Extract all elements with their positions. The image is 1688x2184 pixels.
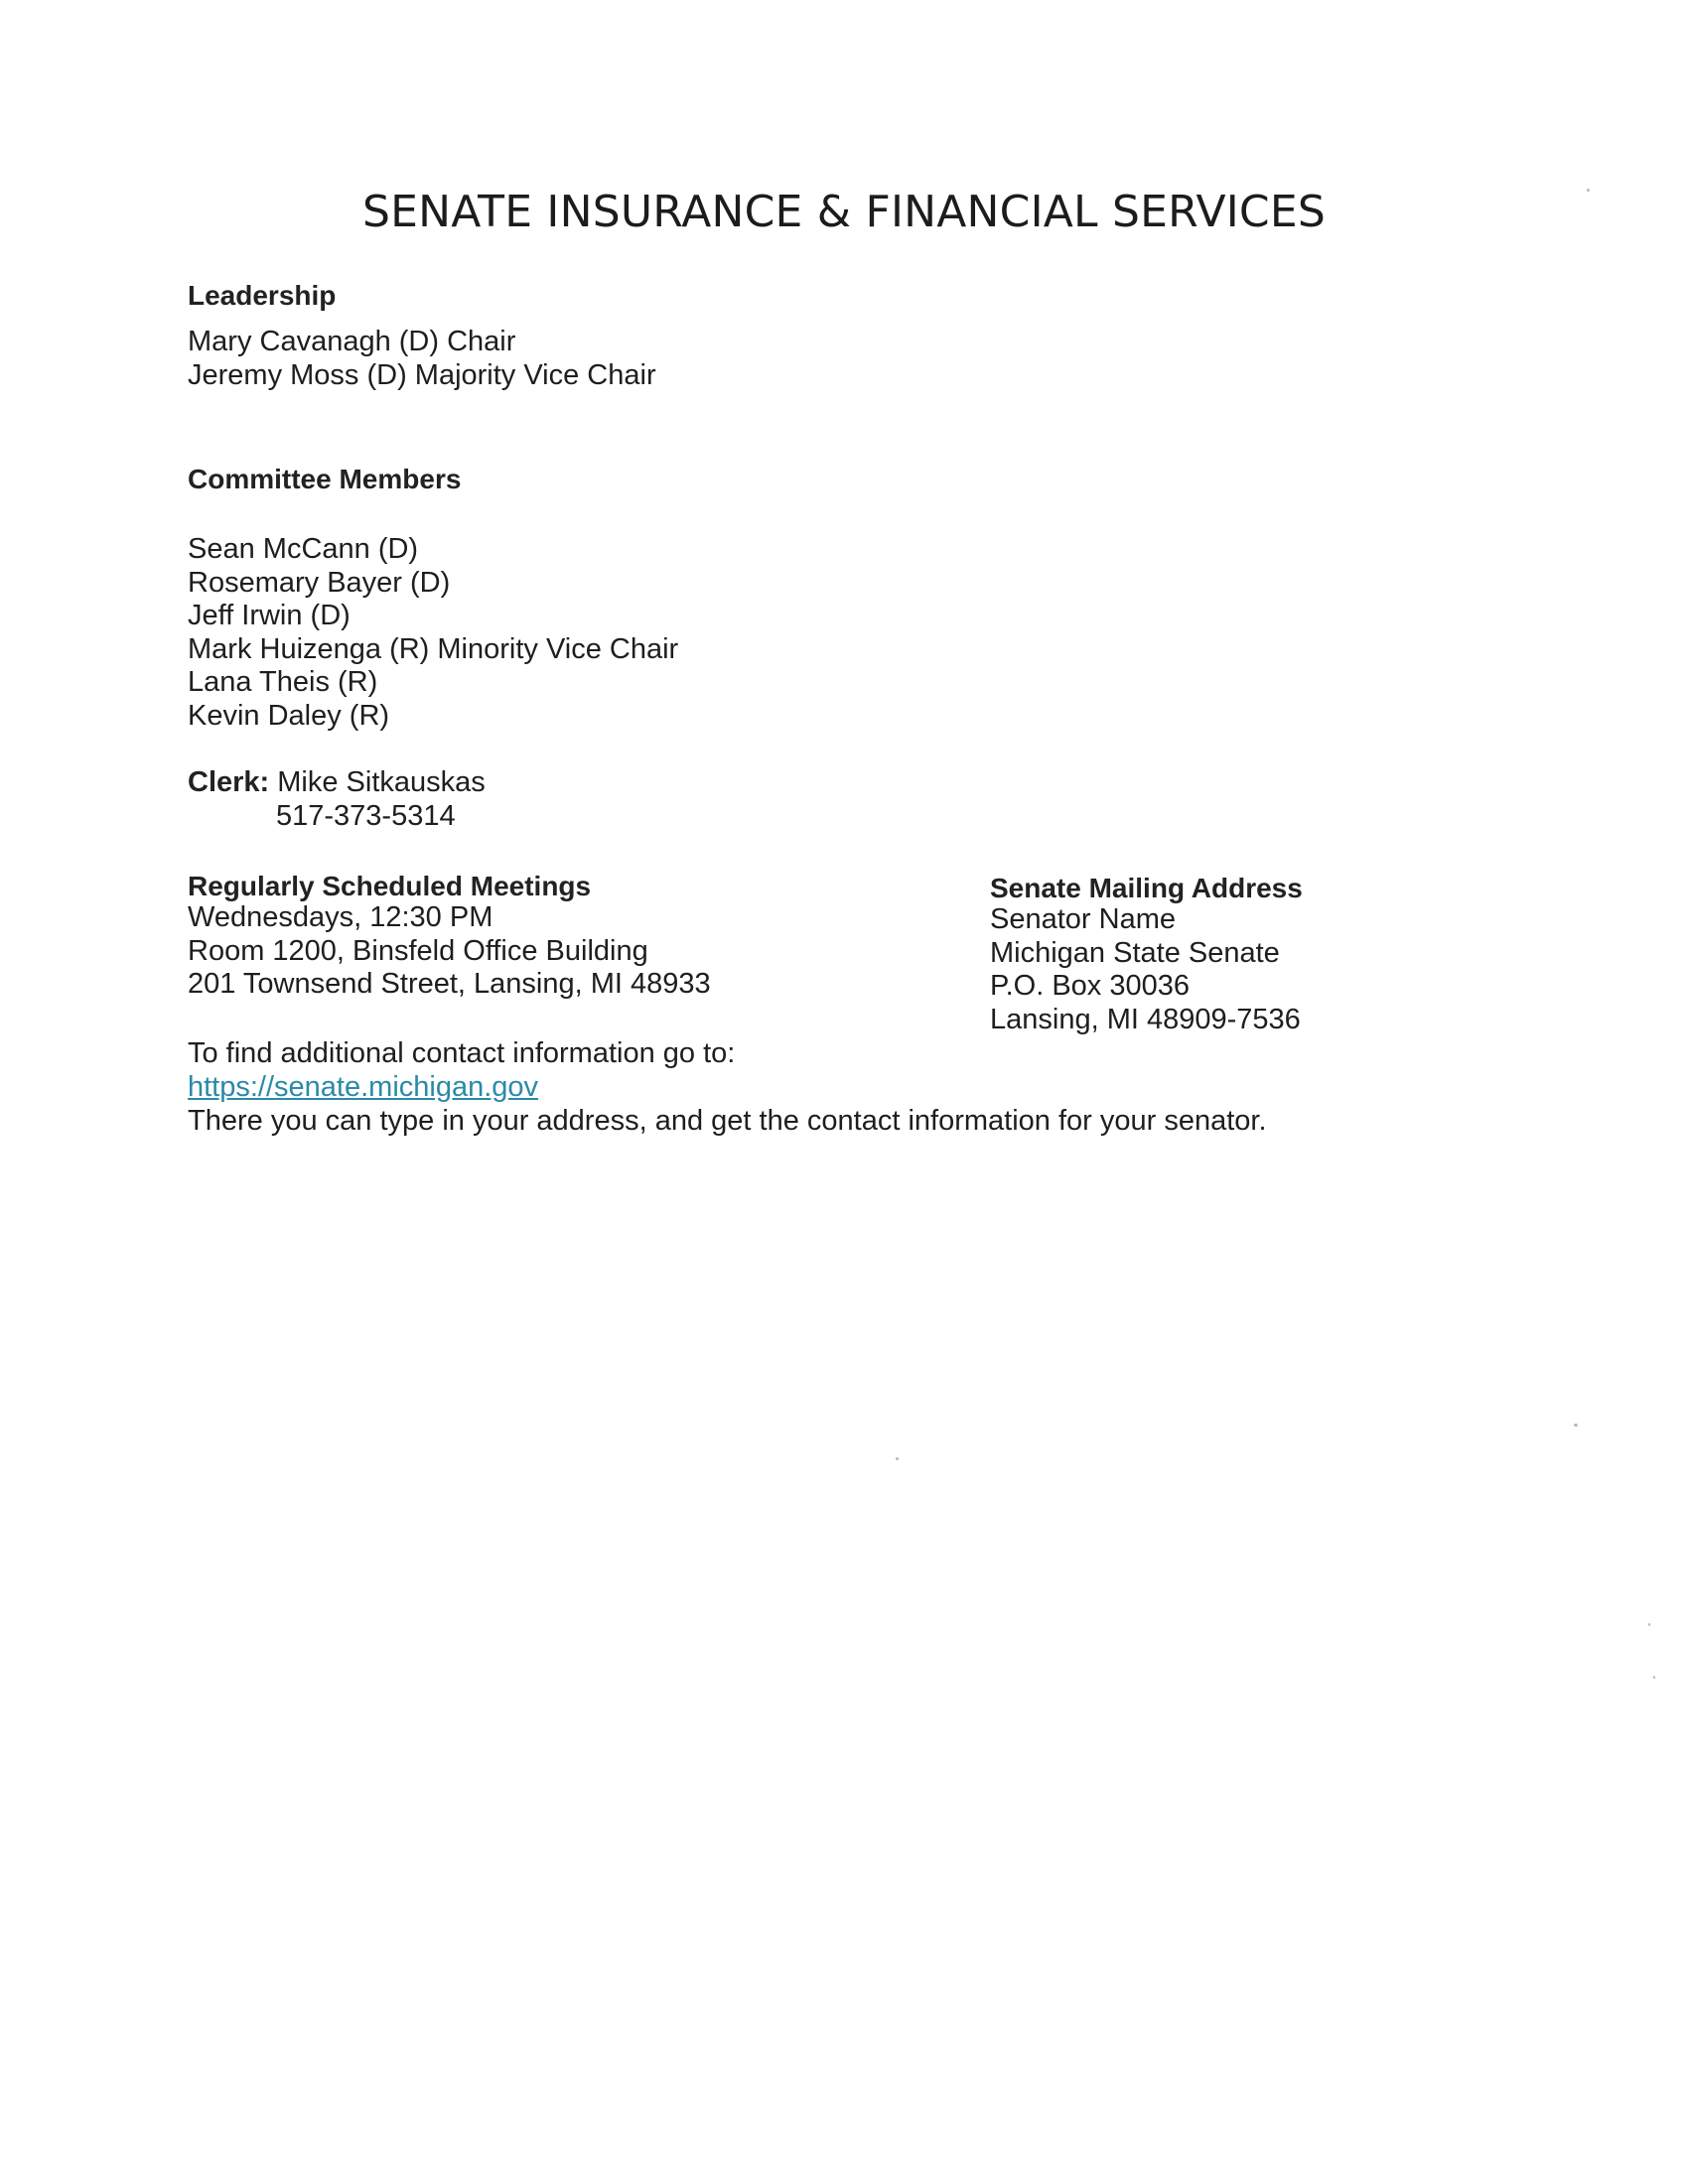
meetings-list [188,901,711,1002]
committee-list [188,533,678,733]
committee-heading: Committee Members [188,464,462,494]
scan-speck [1653,1676,1655,1679]
mailing-line: Lansing, MI 48909-7536 [990,1003,1301,1035]
mailing-line: Michigan State Senate [990,936,1280,969]
leadership-list [188,326,656,392]
contact-note: There you can type in your address, and get the contact information for your senator. [188,1105,1267,1137]
senate-website-link[interactable]: https://senate.michigan.gov [188,1071,539,1103]
clerk-phone: 517-373-5314 [276,800,456,832]
committee-member: Lana Theis (R) [188,666,378,698]
mailing-list [990,903,1301,1036]
leadership-member: Jeremy Moss (D) Majority Vice Chair [188,358,656,391]
scan-speck [1648,1623,1650,1626]
leadership-heading: Leadership [188,280,337,311]
meetings-line: Room 1200, Binsfeld Office Building [188,934,648,967]
meetings-heading: Regularly Scheduled Meetings [188,871,592,901]
mailing-line: P.O. Box 30036 [990,970,1191,1002]
scan-speck [896,1457,899,1460]
clerk-line [188,766,486,799]
contact-intro: To find additional contact information go to: [188,1037,736,1069]
committee-member: Sean McCann (D) [188,533,419,565]
mailing-line: Senator Name [990,903,1176,935]
clerk-label: Clerk: [188,766,270,798]
leadership-member: Mary Cavanagh (D) Chair [188,326,516,357]
scan-speck [1574,1424,1578,1427]
page-title: SENATE INSURANCE & FINANCIAL SERVICES [362,187,1326,237]
clerk-name: Mike Sitkauskas [277,766,486,798]
scan-speck [1587,189,1590,192]
committee-member: Jeff Irwin (D) [188,600,351,631]
meetings-line: Wednesdays, 12:30 PM [188,901,493,933]
mailing-heading: Senate Mailing Address [990,873,1303,903]
committee-member: Kevin Daley (R) [188,699,390,732]
meetings-line: 201 Townsend Street, Lansing, MI 48933 [188,968,711,1000]
committee-member: Mark Huizenga (R) Minority Vice Chair [188,632,679,665]
committee-member: Rosemary Bayer (D) [188,566,451,599]
